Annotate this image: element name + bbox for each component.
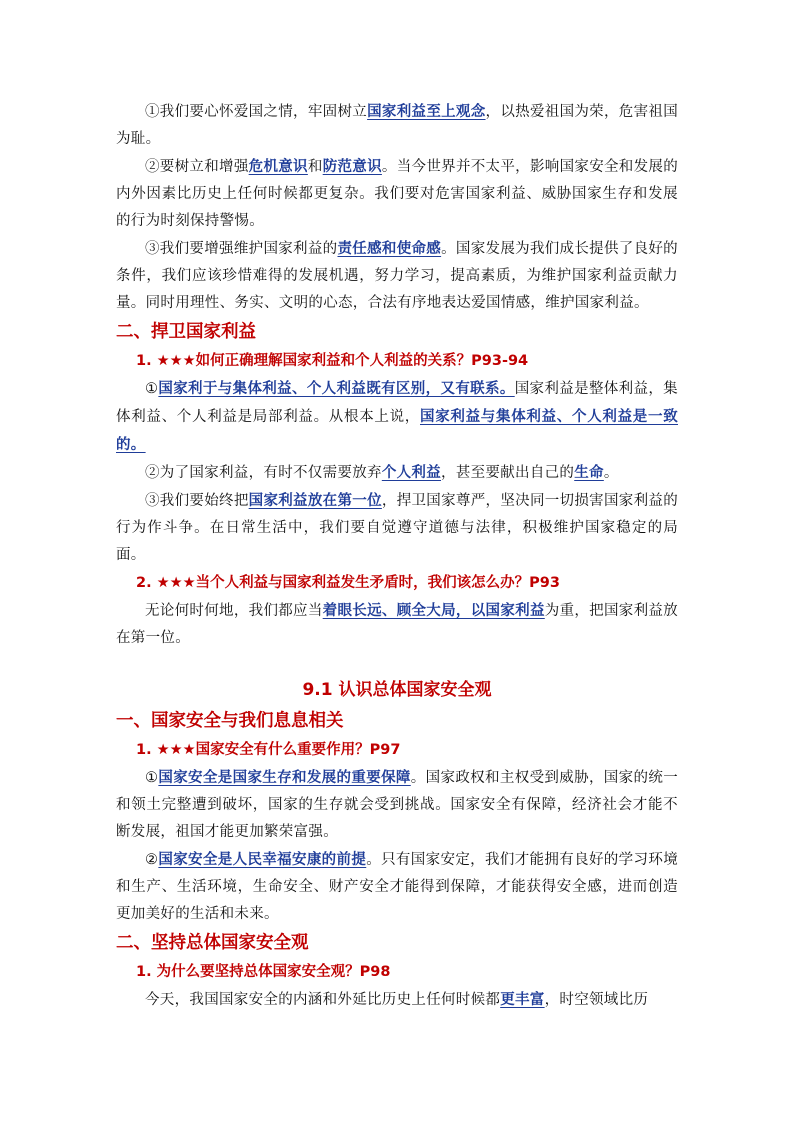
text: ，时空领域比历 — [544, 992, 649, 1008]
paragraph — [116, 459, 678, 487]
question-heading: 1. ★★★国家安全有什么重要作用？P97 — [136, 742, 401, 758]
text: 今天，我国国家安全的内涵和外延比历史上任何时候都 — [145, 992, 501, 1008]
section-heading: 一、国家安全与我们息息相关 — [116, 711, 344, 731]
keyword: 更丰富 — [500, 991, 545, 1008]
keyword: 着眼长远、顾全大局，以国家利益 — [322, 602, 545, 619]
paragraph — [116, 375, 678, 459]
text: 。 — [603, 465, 619, 481]
section-heading: 二、捍卫国家利益 — [116, 322, 256, 342]
text: 为重，把国家利益放在第一位。 — [116, 603, 679, 646]
text: ① — [145, 381, 159, 397]
keyword: 个人利益 — [381, 464, 442, 481]
text: ③我们要始终把 — [145, 493, 249, 509]
paragraph — [116, 764, 678, 846]
keyword: 防范意识 — [322, 158, 382, 175]
paragraph — [116, 153, 678, 235]
keyword: 国家利益至上观念 — [367, 103, 486, 120]
keyword: 危机意识 — [248, 158, 308, 175]
keyword: 国家利益放在第一位 — [248, 492, 382, 509]
text: ②要树立和增强 — [145, 159, 249, 175]
text: 。当今世界并不太平，影响国家安全和发展的内外因素比历史上任何时候都更复杂。我们要对危害国家利益、威胁国家生存和发展的行为时刻保持警惕。 — [116, 159, 679, 229]
keyword: 国家安全是国家生存和发展的重要保障 — [158, 769, 411, 786]
paragraph — [116, 98, 678, 153]
text: ，甚至要献出自己的 — [441, 465, 575, 481]
keyword: 国家利于与集体利益、个人利益既有区别，又有联系。 — [158, 380, 515, 397]
question-heading: 1. 为什么要坚持总体国家安全观？P98 — [136, 964, 391, 980]
paragraph — [116, 487, 678, 569]
text: ① — [145, 770, 159, 786]
text: ②为了国家利益，有时不仅需要放弃 — [145, 465, 382, 481]
text: ，捍卫国家尊严，坚决同一切损害国家利益的行为作斗争。在日常生活中，我们要自觉遵守道德与法律，积极维护国家稳定的局面。 — [116, 493, 678, 563]
text: 和 — [307, 159, 323, 175]
paragraph — [116, 597, 678, 652]
question-heading: 1. ★★★如何正确理解国家利益和个人利益的关系？P93-94 — [136, 353, 529, 369]
question-heading: 2. ★★★当个人利益与国家利益发生矛盾时，我们该怎么办？P93 — [136, 575, 560, 591]
text: ①我们要心怀爱国之情，牢固树立 — [145, 104, 368, 120]
text: ② — [145, 852, 159, 868]
text: ③我们要增强维护国家利益的 — [145, 241, 338, 257]
paragraph — [116, 986, 678, 1014]
keyword: 国家利益与集体利益、个人利益是一致的。 — [116, 408, 678, 453]
keyword: 责任感和使命感 — [337, 240, 442, 257]
text: 无论何时何地，我们都应当 — [145, 603, 323, 619]
section-heading: 二、坚持总体国家安全观 — [116, 933, 309, 953]
keyword: 国家安全是人民幸福安康的前提 — [158, 851, 367, 868]
text: 国家利益是整体利益，集体利益、个人利益是局部利益。从根本上说， — [116, 381, 678, 425]
paragraph — [116, 846, 678, 928]
paragraph — [116, 235, 678, 317]
text: 。只有国家安定，我们才能拥有良好的学习环境和生产、生活环境，生命安全、财产安全才能得到保障，才能获得安全感，进而创造更加美好的生活和未来。 — [116, 852, 678, 922]
keyword: 生命 — [574, 464, 604, 481]
chapter-title: 9.1 认识总体国家安全观 — [302, 680, 492, 700]
text: 。国家发展为我们成长提供了良好的条件，我们应该珍惜难得的发展机遇，努力学习，提高素质，为维护国家利益贡献力量。同时用理性、务实、文明的心态，合法有序地表达爱国情感，维护国家利益。 — [116, 241, 678, 311]
text: 。国家政权和主权受到威胁，国家的统一和领土完整遭到破坏，国家的生存就会受到挑战。国家安全有保障，经济社会才能不断发展，祖国才能更加繁荣富强。 — [116, 770, 678, 840]
text: ，以热爱祖国为荣，危害祖国为耻。 — [116, 104, 679, 147]
